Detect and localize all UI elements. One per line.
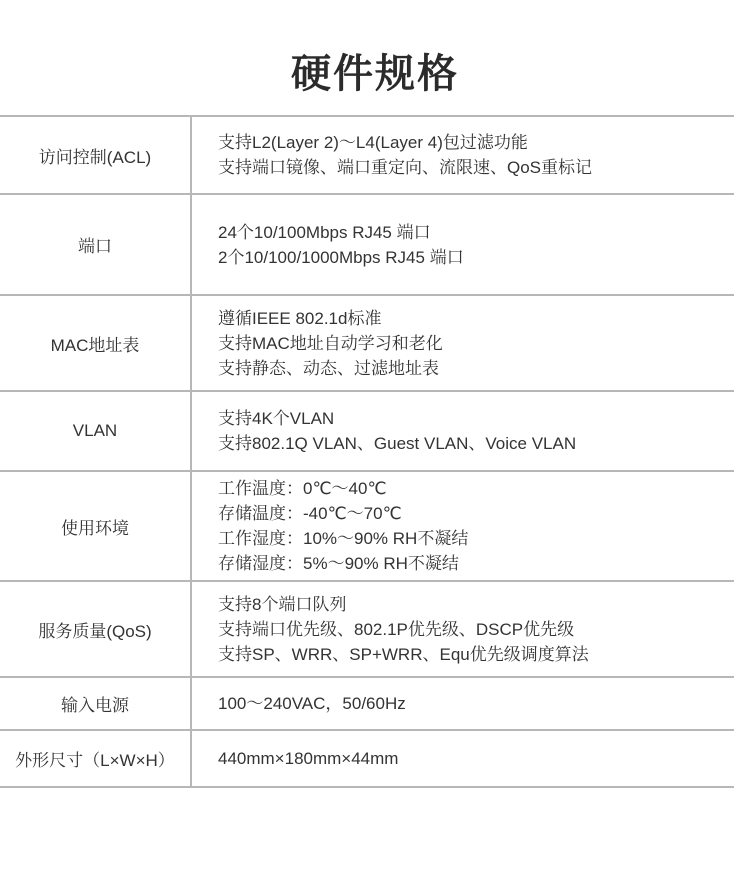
table-row-dimensions	[0, 731, 734, 788]
row-label: 服务质量(QoS)	[0, 582, 192, 676]
content-line: 支持静态、动态、过滤地址表	[218, 358, 439, 378]
row-content	[192, 296, 734, 390]
table-row-mac	[0, 296, 734, 392]
table-row-power	[0, 678, 734, 731]
row-label: VLAN	[0, 392, 192, 470]
page-title: 硬件规格	[291, 52, 459, 96]
table-row-environment	[0, 472, 734, 582]
content-line: 支持端口优先级、802.1P优先级、DSCP优先级	[218, 619, 575, 639]
content-line: 支持4K个VLAN	[218, 409, 335, 428]
content-line: 支持8个端口队列	[218, 594, 347, 614]
content-line: 存储湿度：5%～90% RH不凝结	[218, 554, 459, 573]
row-content	[192, 117, 734, 193]
content-line: 440mm×180mm×44mm	[218, 749, 399, 768]
row-content	[192, 678, 734, 729]
row-content	[192, 195, 734, 294]
row-content	[192, 472, 734, 580]
content-line: 工作温度：0℃～40℃	[218, 479, 387, 498]
row-label: MAC地址表	[0, 296, 192, 390]
row-content	[192, 392, 734, 470]
content-line: 存储温度：-40℃～70℃	[218, 504, 402, 523]
content-line: 支持802.1Q VLAN、Guest VLAN、Voice VLAN	[218, 434, 577, 453]
content-line: 支持MAC地址自动学习和老化	[218, 333, 443, 353]
row-label: 端口	[0, 195, 192, 294]
row-label: 访问控制(ACL)	[0, 117, 192, 193]
content-line: 2个10/100/1000Mbps RJ45 端口	[218, 247, 464, 267]
spec-table	[0, 115, 734, 788]
table-row-vlan	[0, 392, 734, 472]
content-line: 工作湿度：10%～90% RH不凝结	[218, 529, 469, 548]
row-content	[192, 582, 734, 676]
content-line: 支持L2(Layer 2)～L4(Layer 4)包过滤功能	[218, 133, 528, 152]
table-row-qos	[0, 582, 734, 678]
content-line: 遵循IEEE 802.1d标准	[218, 308, 382, 328]
content-line: 支持端口镜像、端口重定向、流限速、QoS重标记	[218, 158, 593, 177]
row-label: 输入电源	[0, 678, 192, 729]
content-line: 24个10/100Mbps RJ45 端口	[218, 222, 431, 242]
table-row-acl	[0, 117, 734, 195]
table-row-ports	[0, 195, 734, 296]
row-label: 外形尺寸（L×W×H）	[0, 731, 192, 786]
row-content	[192, 731, 734, 786]
row-label: 使用环境	[0, 472, 192, 580]
content-line: 100～240VAC，50/60Hz	[218, 694, 406, 713]
content-line: 支持SP、WRR、SP+WRR、Equ优先级调度算法	[218, 644, 589, 664]
